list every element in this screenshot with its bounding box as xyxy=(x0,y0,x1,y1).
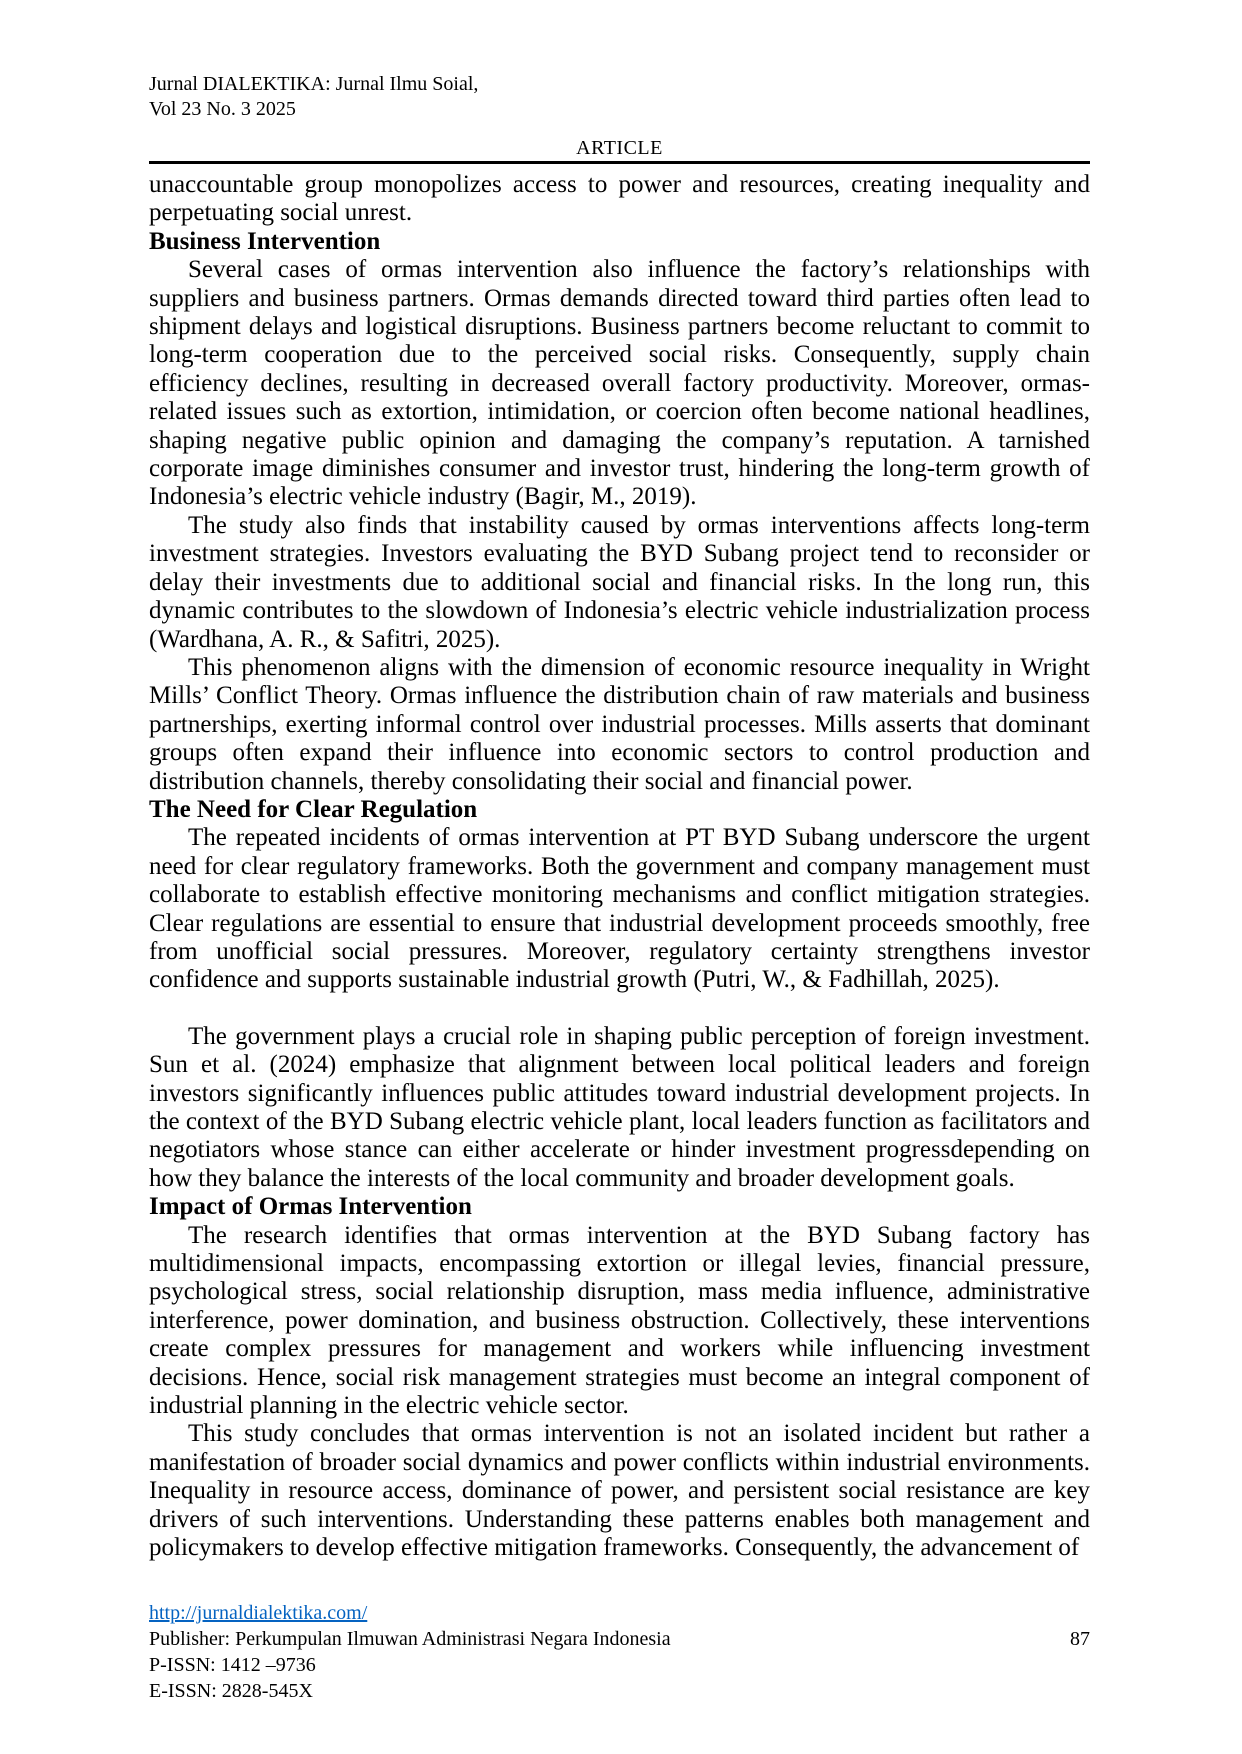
paragraph: The government plays a crucial role in shaping public perception of foreign investment. Sun et al. (2024) emphasize that alignment between local political leaders and foreign investors significantly influences public attitudes toward industrial development projects. In the context of the BYD Subang electric vehicle plant, local leaders function as facilitators and negotiators whose stance can either accelerate or hinder investment progressdepending on how they balance the interests of the local community and broader development goals. xyxy=(149,1022,1090,1192)
page-number: 87 xyxy=(1070,1628,1090,1650)
paragraph: The research identifies that ormas intervention at the BYD Subang factory has multidimensional impacts, encompassing extortion or illegal levies, financial pressure, psychological stress, social relationship disruption, mass media influence, administrative interference, power domination, and business obstruction. Collectively, these interventions create complex pressures for management and workers while influencing investment decisions. Hence, social risk management strategies must become an integral component of industrial planning in the electric vehicle sector. xyxy=(149,1221,1090,1420)
article-body xyxy=(149,171,1090,1563)
p-issn-line: P-ISSN: 1412 –9736 xyxy=(149,1654,316,1676)
journal-title-line: Jurnal DIALEKTIKA: Jurnal Ilmu Soial, xyxy=(149,73,479,95)
publisher-line: Publisher: Perkumpulan Ilmuwan Administrasi Negara Indonesia xyxy=(149,1628,671,1650)
paragraph: The study also finds that instability caused by ormas interventions affects long-term investment strategies. Investors evaluating the BYD Subang project tend to reconsider or delay their investments due to additional social and financial risks. In the long run, this dynamic contributes to the slowdown of Indonesia’s electric vehicle industrialization process (Wardhana, A. R., & Safitri, 2025). xyxy=(149,511,1090,653)
section-heading-business-intervention: Business Intervention xyxy=(149,227,381,255)
section-heading-need-for-clear-regulation: The Need for Clear Regulation xyxy=(149,795,478,823)
journal-volume-line: Vol 23 No. 3 2025 xyxy=(149,98,296,120)
section-divider xyxy=(149,161,1090,164)
journal-header xyxy=(149,72,1090,122)
e-issn-line: E-ISSN: 2828-545X xyxy=(149,1680,313,1702)
section-heading-impact-of-ormas-intervention: Impact of Ormas Intervention xyxy=(149,1193,472,1221)
journal-website-link[interactable]: http://jurnaldialektika.com/ xyxy=(149,1602,368,1624)
paragraph: The repeated incidents of ormas intervention at PT BYD Subang underscore the urgent need for clear regulatory frameworks. Both the government and company management must collaborate to establish effective monitoring mechanisms and conflict mitigation strategies. Clear regulations are essential to ensure that industrial development proceeds smoothly, free from unofficial social pressures. Moreover, regulatory certainty strengthens investor confidence and supports sustainable industrial growth (Putri, W., & Fadhillah, 2025). xyxy=(149,824,1090,994)
paragraph: unaccountable group monopolizes access to power and resources, creating inequality and perpetuating social unrest. xyxy=(149,171,1090,227)
paragraph: This phenomenon aligns with the dimension of economic resource inequality in Wright Mills’ Conflict Theory. Ormas influence the distribution chain of raw materials and business partnerships, exerting informal control over industrial processes. Mills asserts that dominant groups often expand their influence into economic sectors to control production and distribution channels, thereby consolidating their social and financial power. xyxy=(149,653,1090,795)
page-footer xyxy=(149,1600,1090,1704)
paragraph: This study concludes that ormas intervention is not an isolated incident but rather a manifestation of broader social dynamics and power conflicts within industrial environments. Inequality in resource access, dominance of power, and persistent social resistance are key drivers of such interventions. Understanding these patterns enables both management and policymakers to develop effective mitigation frameworks. Consequently, the advancement of xyxy=(149,1420,1090,1562)
article-section-label: ARTICLE xyxy=(576,137,663,159)
paragraph: Several cases of ormas intervention also influence the factory’s relationships with suppliers and business partners. Ormas demands directed toward third parties often lead to shipment delays and logistical disruptions. Business partners become reluctant to commit to long-term cooperation due to the perceived social risks. Consequently, supply chain efficiency declines, resulting in decreased overall factory productivity. Moreover, ormas-related issues such as extortion, intimidation, or coercion often become national headlines, shaping negative public opinion and damaging the company’s reputation. A tarnished corporate image diminishes consumer and investor trust, hindering the long-term growth of Indonesia’s electric vehicle industry (Bagir, M., 2019). xyxy=(149,256,1090,511)
